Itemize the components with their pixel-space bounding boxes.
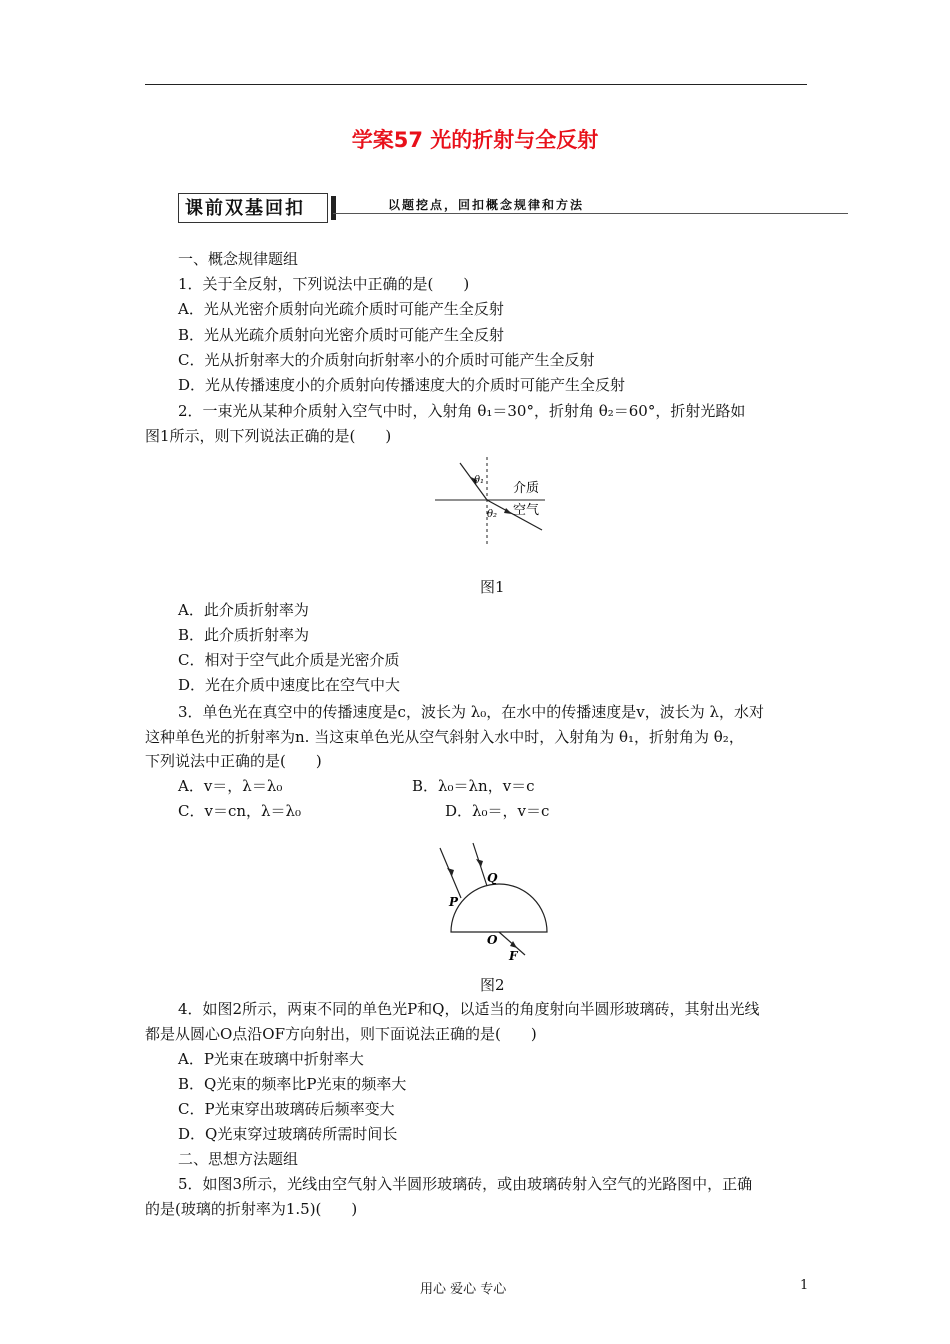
question-5-line-1: 5．如图3所示，光线由空气射入半圆形玻璃砖，或由玻璃砖射入空气的光路图中，正确	[178, 1175, 753, 1193]
label-f: F	[509, 949, 518, 963]
section-heading-2: 二、思想方法题组	[178, 1150, 299, 1168]
footer-slogan: 用心 爱心 专心	[420, 1282, 507, 1297]
page-title: 学案57 光的折射与全反射	[351, 128, 599, 152]
label-o: O	[487, 933, 498, 947]
q2-option-c: C．相对于空气此介质是光密介质	[178, 651, 400, 669]
question-1: 1．关于全反射，下列说法中正确的是( )	[178, 275, 470, 293]
label-p: P	[449, 895, 459, 909]
q1-option-a: A．光从光密介质射向光疏介质时可能产生全反射	[178, 300, 504, 318]
q1-option-b: B．光从光疏介质射向光密介质时可能产生全反射	[178, 326, 505, 344]
theta2-label: θ₂	[487, 509, 498, 520]
q3-option-a: A．v＝，λ＝λ₀	[178, 777, 283, 795]
figure-1-diagram	[430, 455, 550, 550]
medium-label: 介质	[513, 481, 540, 496]
label-q: Q	[487, 871, 498, 885]
q1-option-c: C．光从折射率大的介质射向折射率小的介质时可能产生全反射	[178, 351, 595, 369]
question-2-line-2: 图1所示，则下列说法正确的是( )	[145, 427, 392, 445]
question-3-line-3: 下列说法中正确的是( )	[145, 752, 322, 770]
q4-option-b: B．Q光束的频率比P光束的频率大	[178, 1075, 407, 1093]
figure-2-diagram	[425, 840, 565, 965]
banner-subtitle: 以题挖点，回扣概念规律和方法	[388, 198, 585, 212]
q3-option-d: D．λ₀＝，v＝c	[445, 802, 550, 820]
header-rule	[145, 84, 807, 85]
air-label: 空气	[513, 503, 540, 518]
question-2-line-1: 2．一束光从某种介质射入空气中时，入射角 θ₁＝30°，折射角 θ₂＝60°，折射光路如	[178, 402, 746, 420]
question-3-line-1: 3．单色光在真空中的传播速度是c，波长为 λ₀，在水中的传播速度是v，波长为 λ，水对	[178, 703, 764, 721]
question-3-line-2: 这种单色光的折射率为n. 当这束单色光从空气斜射入水中时，入射角为 θ₁，折射角为 θ₂，	[145, 728, 744, 746]
q2-option-d: D．光在介质中速度比在空气中大	[178, 676, 401, 694]
banner-label: 课前双基回扣	[178, 193, 328, 223]
figure-2-caption: 图2	[480, 976, 505, 994]
section-heading-1: 一、概念规律题组	[178, 250, 299, 268]
q4-option-d: D．Q光束穿过玻璃砖所需时间长	[178, 1125, 398, 1143]
page-number: 1	[800, 1278, 809, 1293]
q4-option-c: C．P光束穿出玻璃砖后频率变大	[178, 1100, 395, 1118]
section-banner	[178, 193, 848, 225]
q2-option-b: B．此介质折射率为	[178, 626, 310, 644]
question-4-line-2: 都是从圆心O点沿OF方向射出，则下面说法正确的是( )	[145, 1025, 537, 1043]
q4-option-a: A．P光束在玻璃中折射率大	[178, 1050, 364, 1068]
q3-option-c: C．v＝cn，λ＝λ₀	[178, 802, 302, 820]
semicircle-glass	[451, 884, 547, 932]
refracted-arrow	[504, 508, 512, 514]
banner-rule	[333, 213, 848, 214]
question-5-line-2: 的是(玻璃的折射率为1.5)( )	[145, 1200, 358, 1218]
theta1-label: θ₁	[474, 475, 485, 486]
q3-option-b: B．λ₀＝λn，v＝c	[412, 777, 535, 795]
q1-option-d: D．光从传播速度小的介质射向传播速度大的介质时可能产生全反射	[178, 376, 626, 394]
arrow-p	[447, 868, 454, 876]
arrow-q	[476, 859, 483, 867]
question-4-line-1: 4．如图2所示，两束不同的单色光P和Q，以适当的角度射向半圆形玻璃砖，其射出光线	[178, 1000, 760, 1018]
figure-1-caption: 图1	[480, 578, 505, 596]
q2-option-a: A．此介质折射率为	[178, 601, 309, 619]
